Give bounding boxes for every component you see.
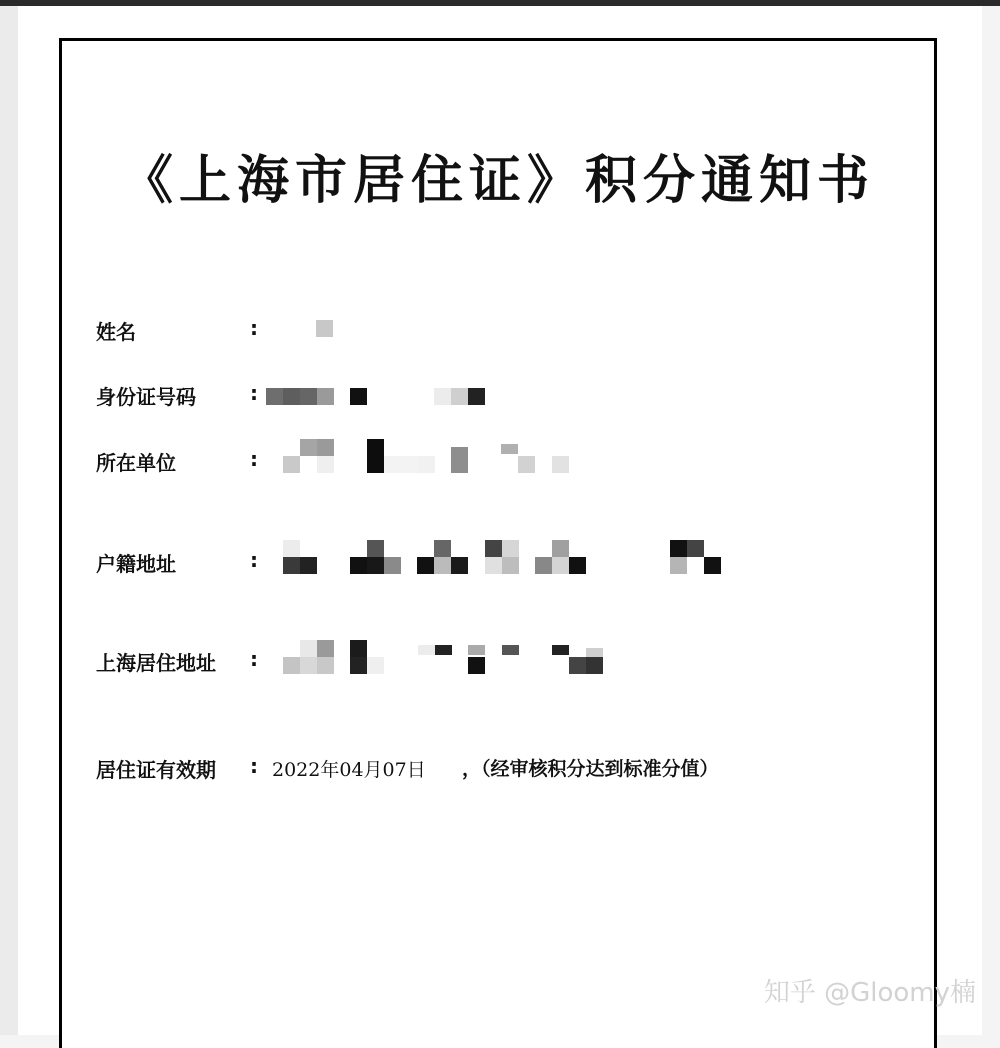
field-colon-id-number: : [250, 381, 258, 405]
field-colon-name: : [250, 316, 258, 340]
field-label-employer: 所在单位 [96, 451, 176, 475]
field-label-id-number: 身份证号码 [96, 385, 196, 409]
field-label-household-address: 户籍地址 [96, 552, 176, 576]
watermark: 知乎 @Gloomy楠 [763, 978, 976, 1008]
field-label-shanghai-address: 上海居住地址 [96, 651, 216, 675]
field-colon-employer: : [250, 447, 258, 471]
validity-note: ，（经审核积分达到标准分值） [462, 758, 719, 780]
validity-date: 2022年04月07日 [272, 759, 426, 781]
field-colon-shanghai-address: : [250, 647, 258, 671]
field-label-validity: 居住证有效期 [96, 758, 216, 782]
left-strip [0, 6, 18, 1035]
document-title: 《上海市居住证》积分通知书 [120, 150, 875, 211]
field-colon-validity: : [250, 754, 258, 778]
field-colon-household-address: : [250, 548, 258, 572]
field-label-name: 姓名 [96, 320, 136, 344]
